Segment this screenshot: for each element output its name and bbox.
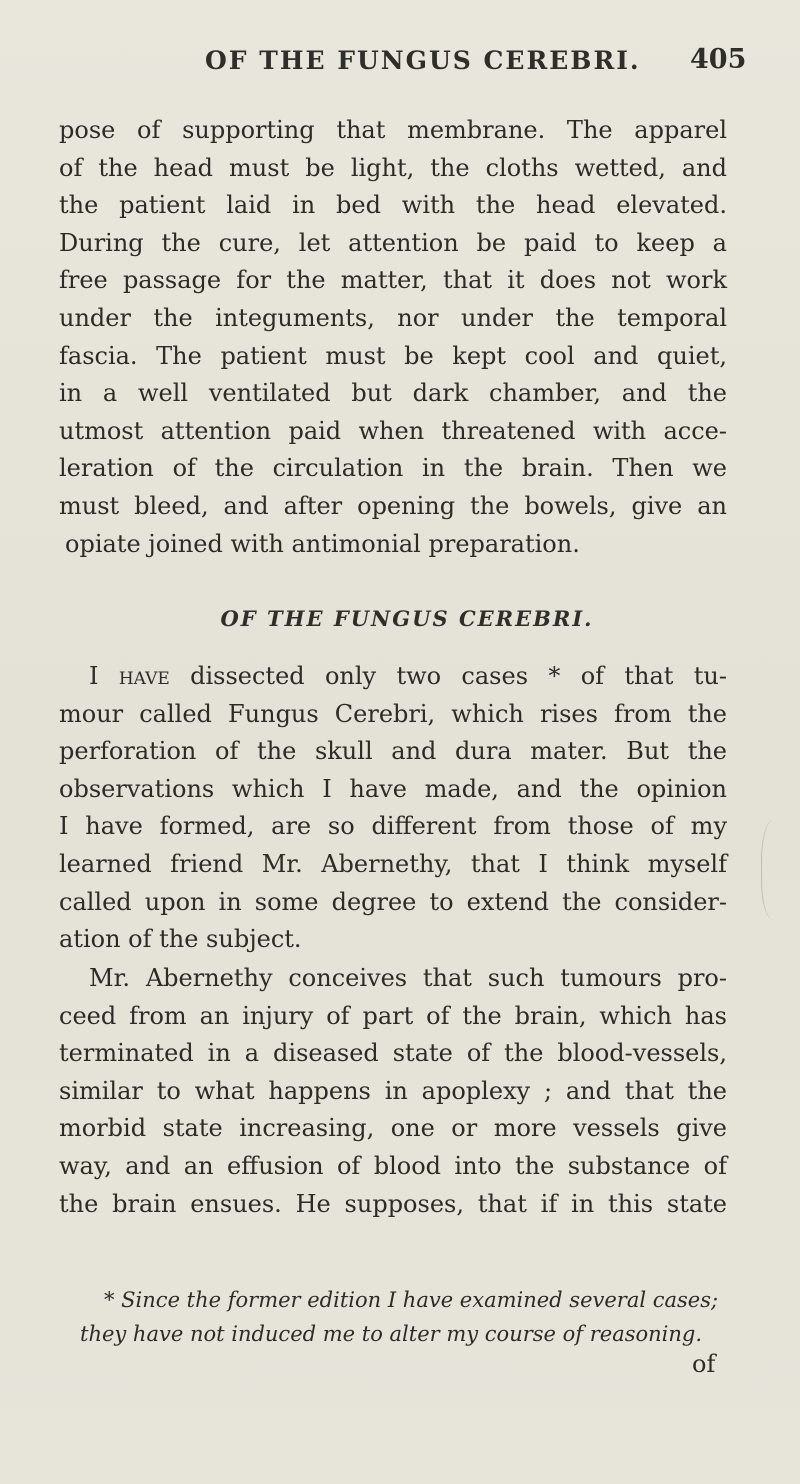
text-line: the brain ensues. He supposes, that if in this state (59, 1189, 727, 1218)
text-line: I have formed, are so different from those of my (59, 812, 727, 841)
text-line: During the cure, let attention be paid to keep a (59, 228, 727, 257)
text-line: of the head must be light, the cloths wetted, and (59, 153, 727, 182)
text-line: learned friend Mr. Abernethy, that I think myself (59, 849, 727, 878)
text-line: mour called Fungus Cerebri, which rises from the (59, 699, 727, 728)
paragraph-fungus-intro (59, 658, 727, 959)
text-line: ation of the subject. (59, 925, 302, 954)
footnote-line: they have not induced me to alter my course of reasoning. (80, 1322, 703, 1346)
margin-smudge (761, 820, 792, 920)
text-line: terminated in a diseased state of the blood-vessels, (59, 1039, 727, 1068)
page-number: 405 (690, 44, 747, 75)
text-line: opiate joined with antimonial preparation. (65, 529, 580, 558)
text-line: free passage for the matter, that it does not work (59, 266, 727, 295)
text-line: in a well ventilated but dark chamber, and the (59, 379, 727, 408)
text-line: similar to what happens in apoplexy ; and that the (59, 1076, 727, 1105)
text-line: morbid state increasing, one or more vessels give (59, 1114, 727, 1143)
footnote (80, 1283, 760, 1351)
text-line: way, and an effusion of blood into the substance of (59, 1151, 727, 1180)
text-line: under the integuments, nor under the temporal (59, 303, 727, 332)
text-line: the patient laid in bed with the head elevated. (59, 191, 727, 220)
section-title: OF THE FUNGUS CEREBRI. (220, 606, 594, 631)
text-line: utmost attention paid when threatened with acce- (59, 416, 727, 445)
text-line: called upon in some degree to extend the consider- (59, 887, 727, 916)
footnote-line: * Since the former edition I have examined several cases; (104, 1288, 719, 1312)
text-line: fascia. The patient must be kept cool and quiet, (59, 341, 727, 370)
text-line-first (59, 658, 727, 696)
text-line: Mr. Abernethy conceives that such tumours pro- (89, 964, 727, 992)
text-line: ceed from an injury of part of the brain, which has (59, 1001, 727, 1030)
text-line-rest: dissected only two cases * of that tu- (169, 662, 727, 690)
text-line: must bleed, and after opening the bowels, give an (59, 491, 727, 520)
text-line: perforation of the skull and dura mater. But the (59, 737, 727, 766)
running-head: OF THE FUNGUS CEREBRI. (205, 46, 641, 75)
paragraph-abernethy (59, 960, 727, 1223)
paragraph-continued (59, 112, 727, 563)
text-line: observations which I have made, and the opinion (59, 774, 727, 803)
catchword: of (692, 1350, 716, 1378)
text-line: pose of supporting that membrane. The apparel (59, 116, 727, 144)
page-header (0, 44, 800, 84)
drop-word: I have (89, 662, 170, 690)
text-line: leration of the circulation in the brain. Then we (59, 454, 727, 483)
